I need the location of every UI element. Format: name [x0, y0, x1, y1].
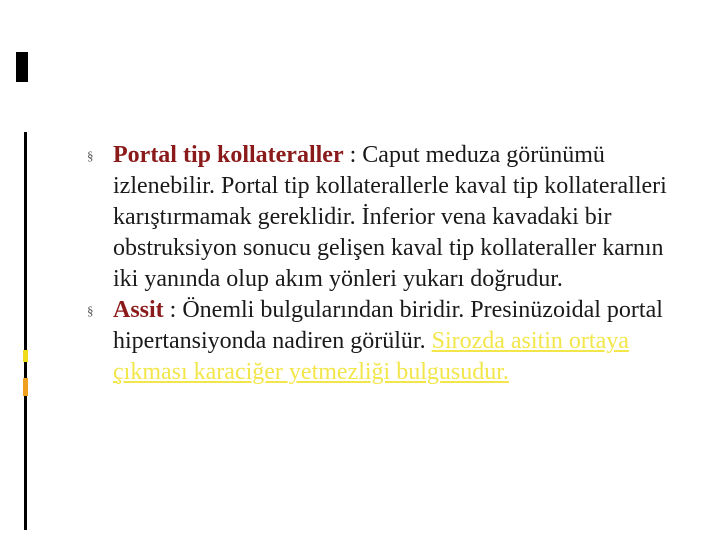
accent-bar-yellow	[23, 350, 28, 362]
left-vertical-rule	[24, 132, 27, 530]
bullet-text	[113, 295, 667, 388]
square-bullet-icon: §	[87, 148, 94, 163]
description-text: : Caput meduza görünümü izlenebilir. Portal tip kollaterallerle kaval tip kollateralleri karıştırmamak gereklidir. İnferior vena kavadaki bir obstruksiyon sonucu gelişen kaval tip kollateraller karnın iki yanında olup akım yönleri yukarı doğrudur.	[113, 142, 667, 292]
description-text: : Önemli bulgularından biridir. Presinüzoidal portal hipertansiyonda nadiren görülür.	[113, 297, 663, 354]
bullet-item-portal-collaterals	[87, 140, 667, 295]
title-marker-bar	[16, 52, 28, 82]
slide-body	[87, 140, 667, 388]
bullet-text	[113, 140, 667, 295]
bullet-item-ascites	[87, 295, 667, 388]
accent-bar-orange	[23, 378, 28, 396]
square-bullet-icon: §	[87, 303, 94, 318]
hyperlink-text[interactable]: Sirozda asitin ortaya çıkması karaciğer yetmezliği bulgusudur.	[113, 328, 629, 385]
term-label: Portal tip kollateraller	[113, 142, 344, 168]
term-label: Assit	[113, 297, 164, 323]
